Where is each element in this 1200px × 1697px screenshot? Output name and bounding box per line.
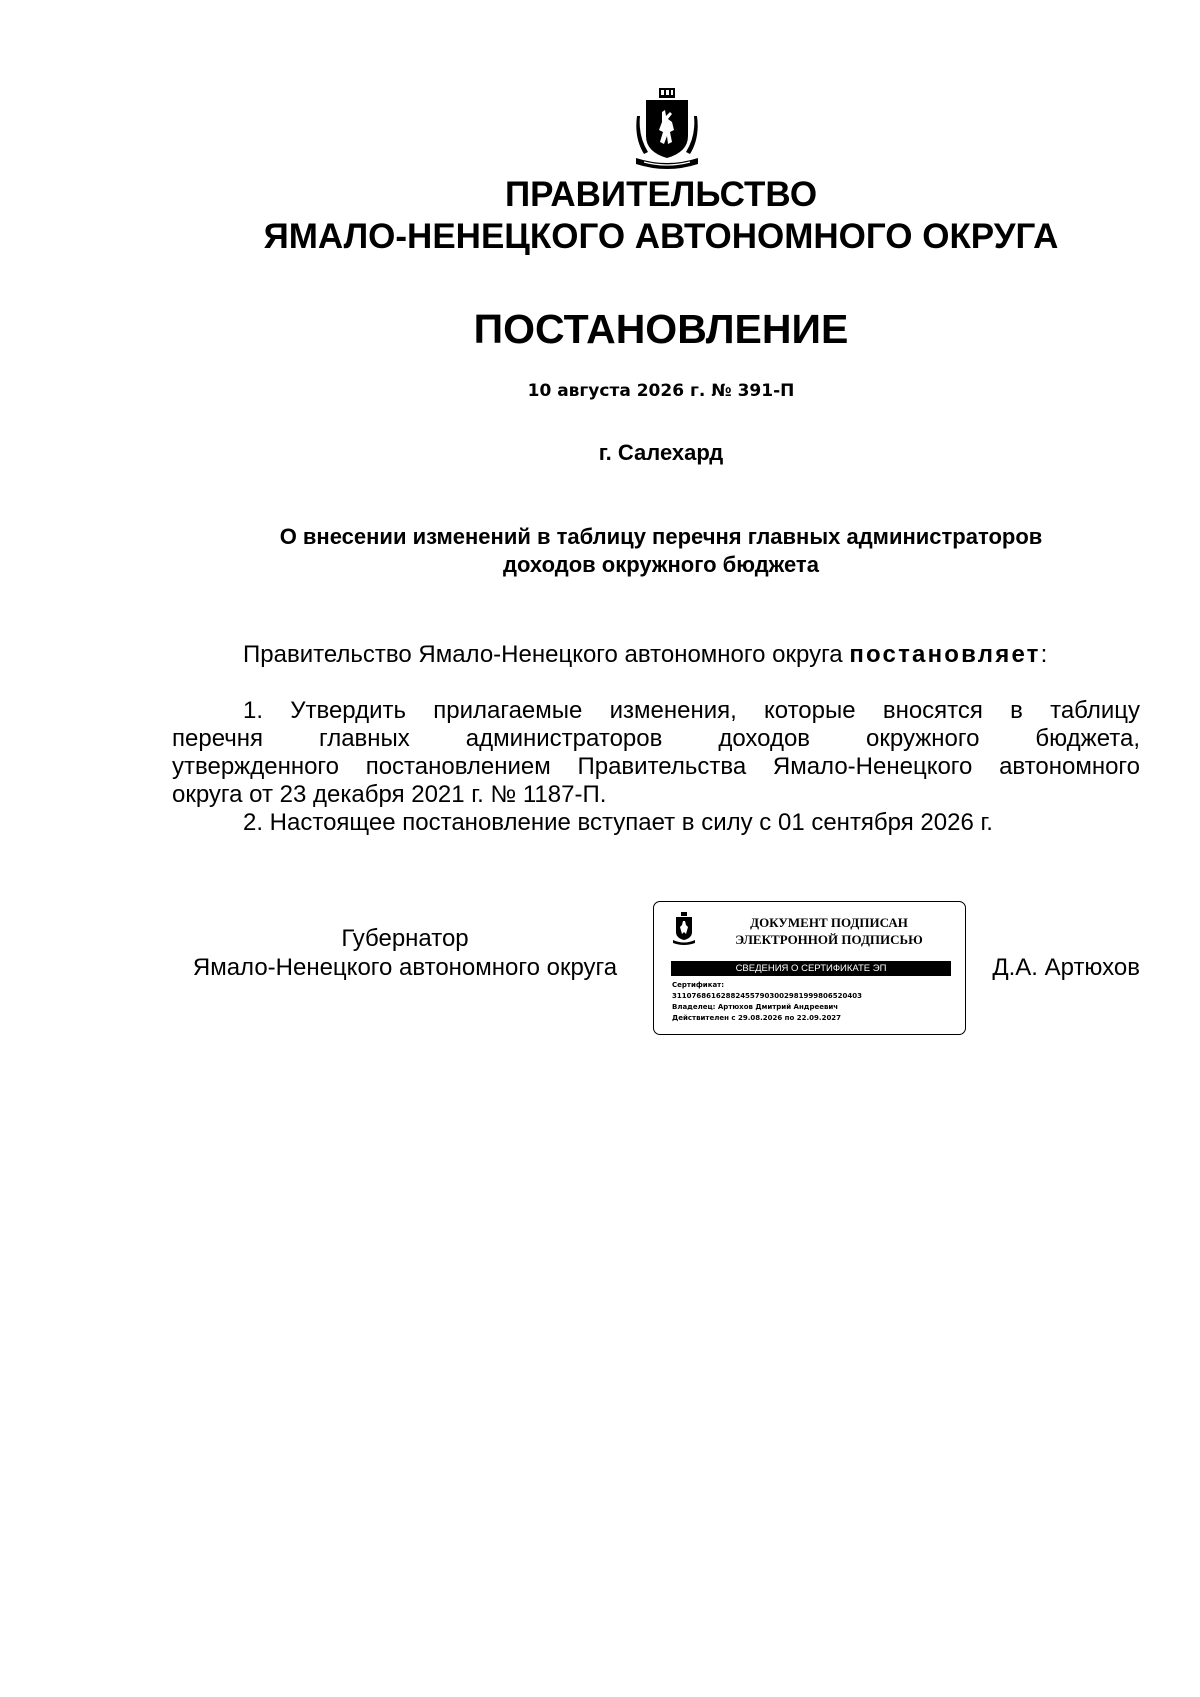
preamble-text: Правительство Ямало-Ненецкого автономного округа — [243, 641, 850, 668]
esig-validity: Действителен с 29.08.2026 по 22.09.2027 — [672, 1014, 842, 1022]
item-1 — [172, 697, 1140, 809]
item-line: 2. Настоящее постановление вступает в силу с 01 сентября 2026 г. — [243, 809, 993, 836]
preamble — [243, 641, 1047, 669]
esig-header-line: ДОКУМЕНТ ПОДПИСАН — [750, 915, 908, 930]
government-title: ПРАВИТЕЛЬСТВО — [504, 175, 818, 214]
document-date-number: 10 августа 2026 г. № 391-П — [527, 381, 795, 401]
esig-header — [704, 914, 954, 948]
document-type: ПОСТАНОВЛЕНИЕ — [473, 306, 849, 352]
esig-cert-label: Сертификат: — [672, 981, 725, 989]
item-2 — [172, 809, 1140, 837]
preamble-verb: постановляет — [849, 641, 1041, 668]
esig-owner: Владелец: Артюхов Дмитрий Андреевич — [672, 1003, 839, 1011]
subject-line: О внесении изменений в таблицу перечня главных администраторов — [279, 524, 1043, 549]
esig-certificate-bar: СВЕДЕНИЯ О СЕРТИФИКАТЕ ЭП — [671, 961, 951, 976]
signer-position: Губернатор — [341, 925, 469, 952]
signer-title — [172, 924, 638, 982]
subject-line: доходов окружного бюджета — [503, 552, 819, 577]
electronic-signature-stamp — [653, 901, 966, 1035]
preamble-colon: : — [1040, 641, 1048, 668]
document-subject — [150, 523, 1172, 579]
esig-info — [672, 980, 862, 1024]
item-line: 1. Утвердить прилагаемые изменения, которые вносятся в таблицу — [243, 697, 1140, 724]
signer-region: Ямало-Ненецкого автономного округа — [192, 954, 618, 981]
coat-of-arms-icon — [672, 912, 696, 946]
document-city: г. Салехард — [598, 440, 724, 465]
coat-of-arms-icon — [632, 86, 702, 174]
esig-header-line: ЭЛЕКТРОННОЙ ПОДПИСЬЮ — [735, 932, 923, 947]
item-line: перечня главных администраторов доходов окружного бюджета, — [172, 725, 1140, 752]
government-region: ЯМАЛО-НЕНЕЦКОГО АВТОНОМНОГО ОКРУГА — [263, 217, 1059, 256]
item-line: утвержденного постановлением Правительства Ямало-Ненецкого автономного — [172, 753, 1140, 780]
item-line: округа от 23 декабря 2021 г. № 1187-П. — [172, 781, 607, 808]
esig-cert-number: 311076861628824557903002981999806520403 — [672, 992, 862, 1000]
signer-name: Д.А. Артюхов — [992, 954, 1140, 981]
